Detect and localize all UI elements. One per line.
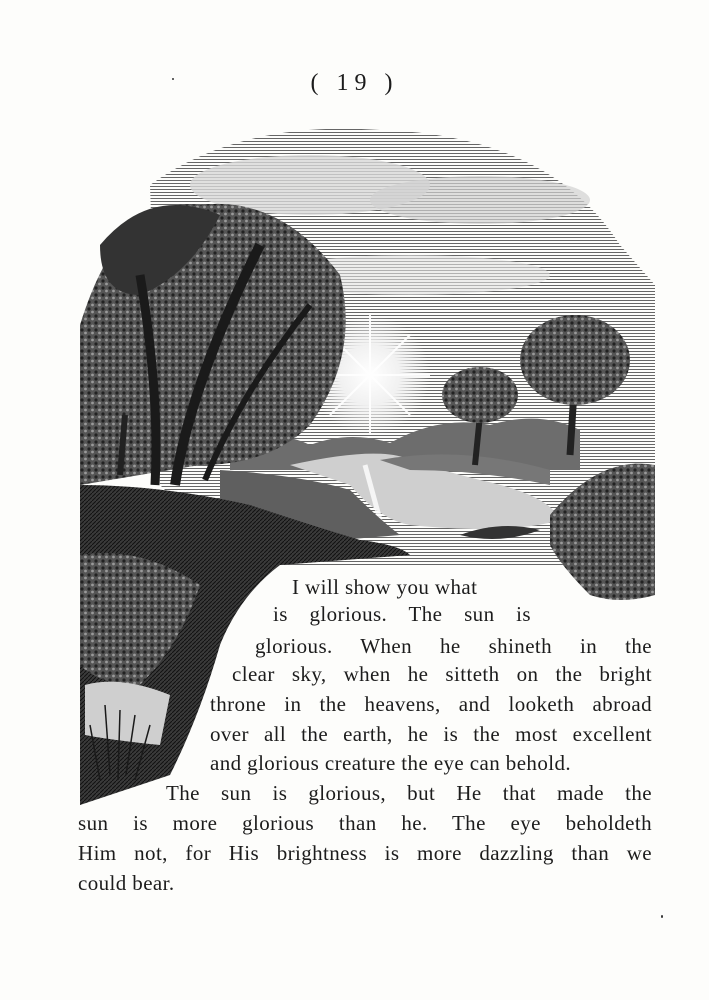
text-line-11: could bear. xyxy=(78,871,175,895)
text-line-8: The sun is glorious, but He that made the xyxy=(166,781,652,805)
text-line-10: Him not, for His brightness is more dazzling than we xyxy=(78,841,652,865)
text-line-4: clear sky, when he sitteth on the bright xyxy=(232,662,652,686)
landscape-engraving xyxy=(80,125,660,825)
text-line-1: I will show you what xyxy=(292,575,478,599)
text-line-3: glorious. When he shineth in the xyxy=(255,634,652,658)
text-line-6: over all the earth, he is the most excellent xyxy=(210,722,652,746)
text-line-9: sun is more glorious than he. The eye beholdeth xyxy=(78,811,652,835)
text-line-5: throne in the heavens, and looketh abroad xyxy=(210,692,652,716)
text-line-7: and glorious creature the eye can behold. xyxy=(210,751,572,775)
text-line-2: is glorious. The sun is xyxy=(273,602,531,626)
page-number: ( 19 ) xyxy=(310,70,399,96)
